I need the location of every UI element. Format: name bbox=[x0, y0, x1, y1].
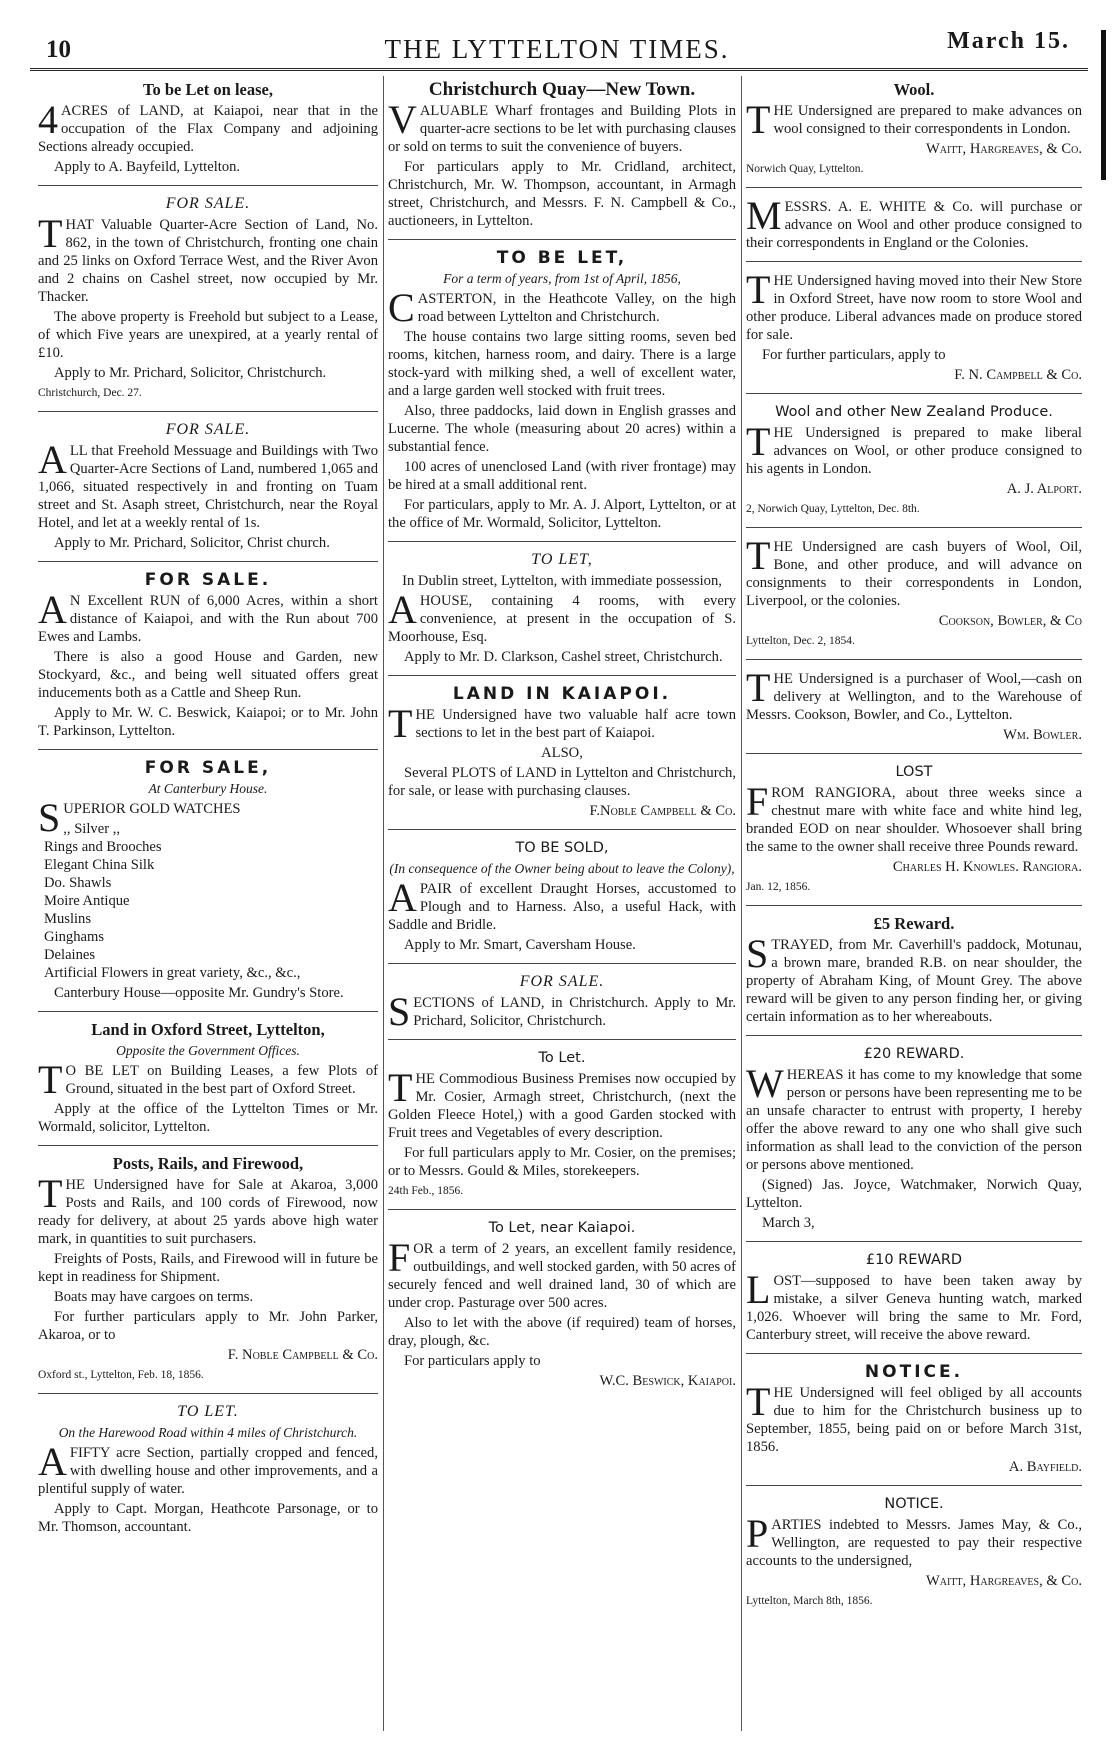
ad-paragraph: For particulars apply to Mr. Cridland, architect, Christchurch, Mr. W. Thompson, accountant, in Armagh street, Christchurch, and Messrs. F. N. Campbell & Co., auctioneers, in Lyttelton. bbox=[388, 159, 736, 229]
drop-cap: 4 bbox=[38, 97, 58, 142]
ad-heading: TO LET. bbox=[177, 1403, 239, 1420]
masthead-rule bbox=[30, 68, 1088, 71]
ad-body bbox=[746, 665, 1082, 724]
drop-cap: M bbox=[746, 193, 782, 238]
page-edge-bar bbox=[1101, 30, 1106, 180]
ad-subheading: At Canterbury House. bbox=[148, 781, 268, 796]
ad-body bbox=[38, 1057, 378, 1102]
ad-heading: TO BE LET, bbox=[496, 248, 628, 268]
ad-body bbox=[38, 211, 378, 306]
ad-dateline: Lyttelton, March 8th, 1856. bbox=[746, 1595, 873, 1607]
drop-cap: P bbox=[746, 1511, 769, 1556]
ad-paragraph: The above property is Freehold but subject to a Lease, of which Five years are unexpired, at a yearly rental of £10. bbox=[38, 309, 378, 361]
ad-paragraph: 100 acres of unenclosed Land (with river frontage) may be hired at a small additional rent. bbox=[388, 459, 736, 493]
ad-heading: LAND IN KAIAPOI. bbox=[452, 684, 672, 704]
ad-first-text: HEREAS it has come to my knowledge that some person or persons have been representing me to be an unsafe character to entrust with property, I hereby offer the above reward to any one who shall give such information as shall lead to the conviction of the person or persons above mentioned. bbox=[746, 1067, 1082, 1173]
column-divider bbox=[741, 76, 742, 1731]
ad-signature: F. Noble Campbell & Co. bbox=[227, 1347, 378, 1363]
ad-heading: TO LET, bbox=[531, 551, 593, 568]
ad-dateline: Norwich Quay, Lyttelton. bbox=[746, 163, 864, 175]
drop-cap: T bbox=[388, 701, 413, 746]
ad-heading: FOR SALE. bbox=[165, 421, 251, 438]
ad-heading: FOR SALE. bbox=[519, 973, 605, 990]
ad-heading: £20 REWARD. bbox=[863, 1046, 965, 1062]
ad-body bbox=[38, 1439, 378, 1498]
advertisement bbox=[388, 244, 736, 542]
list-item: Ginghams bbox=[44, 929, 104, 945]
advertisement bbox=[746, 532, 1082, 660]
ad-signature: Waitt, Hargreaves, & Co. bbox=[926, 141, 1082, 157]
ad-first-text: N Excellent RUN of 6,000 Acres, within a short distance of Kaiapoi, and with the Run about 700 Ewes and Lambs. bbox=[38, 593, 378, 645]
ad-first-text: ARTIES indebted to Messrs. James May, & Co., Wellington, are requested to pay their respective accounts to the undersigned, bbox=[746, 1517, 1082, 1569]
advertisement bbox=[746, 1358, 1082, 1486]
ad-first-text: HE Undersigned have for Sale at Akaroa, 3,000 Posts and Rails, and 100 cords of Firewood, now ready for delivery, at about 25 yards above high water mark, in quantities to suit purchasers. bbox=[38, 1177, 378, 1247]
ad-heading: Wool. bbox=[893, 80, 935, 99]
ad-body bbox=[746, 1061, 1082, 1174]
advertisement bbox=[746, 266, 1082, 394]
masthead bbox=[30, 22, 1084, 68]
advertisement bbox=[38, 1398, 378, 1545]
page-number: 10 bbox=[46, 36, 71, 63]
drop-cap: A bbox=[388, 875, 417, 920]
drop-cap: T bbox=[38, 1171, 63, 1216]
ad-paragraph: Apply to Mr. Prichard, Solicitor, Christ church. bbox=[54, 535, 330, 551]
ad-paragraph: For particulars apply to bbox=[404, 1353, 541, 1369]
advertisement bbox=[38, 1016, 378, 1146]
ad-body bbox=[746, 533, 1082, 610]
ad-signature: Cookson, Bowler, & Co bbox=[938, 613, 1082, 629]
ad-subheading: Opposite the Government Offices. bbox=[116, 1043, 300, 1058]
advertisement bbox=[746, 758, 1082, 906]
ad-first-text: ECTIONS of LAND, in Christchurch. Apply to Mr. Prichard, Solicitor, Christchurch. bbox=[413, 995, 736, 1029]
ad-paragraph: Also, three paddocks, laid down in English grasses and Lucerne. The whole (measuring about 20 acres) within a substantial fence. bbox=[388, 403, 736, 455]
drop-cap: S bbox=[746, 931, 769, 976]
newspaper-title: THE LYTTELTON TIMES. bbox=[384, 34, 730, 64]
ad-body bbox=[746, 1267, 1082, 1344]
ad-body bbox=[38, 1171, 378, 1248]
ad-first-text: O BE LET on Building Leases, a few Plots of Ground, situated in the best part of Oxford Street. bbox=[65, 1063, 378, 1097]
ad-heading: FOR SALE. bbox=[165, 195, 251, 212]
drop-cap: V bbox=[388, 97, 417, 142]
advertisement bbox=[746, 664, 1082, 754]
ad-first-text: UPERIOR GOLD WATCHES bbox=[63, 801, 241, 817]
ad-signature: Charles H. Knowles. Rangiora. bbox=[892, 859, 1082, 875]
ad-body bbox=[388, 701, 736, 746]
drop-cap: A bbox=[38, 437, 67, 482]
ad-paragraph: Apply to Mr. D. Clarkson, Cashel street, Christchurch. bbox=[404, 649, 723, 665]
ad-first-text: OR a term of 2 years, an excellent family residence, outbuildings, and well stocked garden, with 50 acres of securely fenced and well drained land, 30 of which are under crop. Pasturage over 500 acres. bbox=[388, 1241, 736, 1311]
drop-cap: A bbox=[388, 587, 417, 632]
ad-dateline: 24th Feb., 1856. bbox=[388, 1185, 464, 1197]
ad-dateline: 2, Norwich Quay, Lyttelton, Dec. 8th. bbox=[746, 503, 920, 515]
advertisement bbox=[746, 1246, 1082, 1354]
ad-first-text: HE Undersigned having moved into their New Store in Oxford Street, have now room to store Wool and other produce. Liberal advances made on produce stored for sale. bbox=[746, 273, 1082, 343]
advertisement bbox=[38, 190, 378, 412]
drop-cap: T bbox=[746, 665, 771, 710]
advertisement bbox=[38, 754, 378, 1012]
ad-first-text: ESSRS. A. E. WHITE & Co. will purchase or advance on Wool and other produce consigned to their correspondents in England or the Colonies. bbox=[746, 199, 1082, 251]
ad-first-text: HE Undersigned will feel obliged by all accounts due to him for the Christchurch business up to September, 1855, being paid on or before March 31st, 1856. bbox=[746, 1385, 1082, 1455]
ad-first-text: LL that Freehold Messuage and Buildings with Two Quarter-Acre Sections of Land, numbered 1,065 and 1,066, situated respectively in and fronting on Tuam street and St. Asaph street, Christchurch, near the Royal Hotel, and let at a weekly rental of 1s. bbox=[38, 443, 378, 531]
ad-paragraph: Canterbury House—opposite Mr. Gundry's Store. bbox=[54, 985, 344, 1001]
ad-paragraph: For particulars, apply to Mr. A. J. Alport, Lyttelton, or at the office of Mr. Wormald, Solicitor, Lyttelton. bbox=[388, 497, 736, 531]
ad-paragraph: Apply to Mr. W. C. Beswick, Kaiapoi; or to Mr. John T. Parkinson, Lyttelton. bbox=[38, 705, 378, 739]
ad-heading: TO BE SOLD, bbox=[515, 840, 609, 856]
ad-paragraph: Apply to Mr. Smart, Caversham House. bbox=[404, 937, 636, 953]
ad-heading: FOR SALE, bbox=[144, 758, 272, 778]
drop-cap: A bbox=[38, 587, 67, 632]
drop-cap: A bbox=[38, 1439, 67, 1484]
drop-cap: T bbox=[38, 1057, 63, 1102]
ad-body bbox=[388, 97, 736, 156]
ad-body bbox=[388, 1065, 736, 1142]
ad-dateline: Oxford st., Lyttelton, Feb. 18, 1856. bbox=[38, 1369, 204, 1381]
ad-paragraph: March 3, bbox=[762, 1215, 815, 1231]
ad-first-text: HE Undersigned are prepared to make advances on wool consigned to their correspondents in London. bbox=[773, 103, 1082, 137]
advertisement bbox=[746, 192, 1082, 262]
ad-first-text: HAT Valuable Quarter-Acre Section of Land, No. 862, in the town of Christchurch, fronting one chain and 25 links on Oxford Terrace West, and the River Avon and 2 chains on Cashel street, now occupied by Mr. Thacker. bbox=[38, 217, 378, 305]
drop-cap: T bbox=[746, 97, 771, 142]
drop-cap: L bbox=[746, 1267, 771, 1312]
ad-first-text: TRAYED, from Mr. Caverhill's paddock, Motunau, a brown mare, branded R.B. on near shoulder, the property of Abraham King, of Mount Grey. The above reward will be given to any person finding her, or giving certain information as to her whereabouts. bbox=[746, 937, 1082, 1025]
ad-body bbox=[38, 437, 378, 532]
issue-date: March 15. bbox=[947, 28, 1070, 54]
ad-paragraph: (Signed) Jas. Joyce, Watchmaker, Norwich Quay, Lyttelton. bbox=[746, 1177, 1082, 1211]
goods-list bbox=[38, 820, 378, 982]
ad-subheading: (In consequence of the Owner being about to leave the Colony), bbox=[389, 861, 735, 876]
advertisement bbox=[38, 416, 378, 562]
ad-paragraph: There is also a good House and Garden, new Stockyard, &c., and being well situated offers great inducements both as a Cattle and Sheep Run. bbox=[38, 649, 378, 701]
ad-signature: Wm. Bowler. bbox=[1003, 727, 1082, 743]
ad-signature: A. Bayfield. bbox=[1008, 1459, 1082, 1475]
ad-paragraph: Apply at the office of the Lyttelton Times or Mr. Wormald, solicitor, Lyttelton. bbox=[38, 1101, 378, 1135]
ad-first-text: PAIR of excellent Draught Horses, accustomed to Plough and to Harness. Also, a useful Hack, with Saddle and Bridle. bbox=[388, 881, 736, 933]
drop-cap: F bbox=[388, 1235, 411, 1280]
ad-first-text: ROM RANGIORA, about three weeks since a chestnut mare with white face and white hind leg, branded EOD on near shoulder. Whosoever shall bring the same to the owner shall receive three Pounds reward. bbox=[746, 785, 1082, 855]
drop-cap: W bbox=[746, 1061, 784, 1106]
drop-cap: T bbox=[746, 419, 771, 464]
list-item: Muslins bbox=[44, 911, 92, 927]
ad-body bbox=[746, 931, 1082, 1026]
ad-body bbox=[746, 419, 1082, 478]
ad-subheading: On the Harewood Road within 4 miles of Christchurch. bbox=[58, 1425, 358, 1440]
ad-body bbox=[38, 587, 378, 646]
advertisement bbox=[388, 546, 736, 676]
ad-heading: Wool and other New Zealand Produce. bbox=[775, 404, 1053, 420]
ad-signature: F. N. Campbell & Co. bbox=[954, 367, 1082, 383]
list-item: Do. Shawls bbox=[44, 875, 112, 891]
ad-body bbox=[746, 193, 1082, 252]
ad-body bbox=[388, 989, 736, 1034]
drop-cap: T bbox=[746, 533, 771, 578]
drop-cap: F bbox=[746, 779, 769, 824]
advertisement bbox=[38, 566, 378, 750]
ad-heading: To Let. bbox=[538, 1050, 586, 1066]
advertisement bbox=[388, 1214, 736, 1399]
column-divider bbox=[383, 76, 384, 1731]
ad-signature: Waitt, Hargreaves, & Co. bbox=[926, 1573, 1082, 1589]
ad-first-text: HE Undersigned have two valuable half acre town sections to let in the best part of Kaiapoi. bbox=[415, 707, 736, 741]
ad-heading: NOTICE. bbox=[864, 1362, 964, 1382]
ad-signature: W.C. Beswick, Kaiapoi. bbox=[599, 1373, 736, 1389]
ad-intro: In Dublin street, Lyttelton, with immediate possession, bbox=[402, 573, 722, 589]
advertisement bbox=[746, 1490, 1082, 1619]
drop-cap: T bbox=[746, 1379, 771, 1424]
drop-cap: S bbox=[38, 795, 61, 840]
ad-paragraph: For full particulars apply to Mr. Cosier, on the premises; or to Messrs. Gould & Miles, storekeepers. bbox=[388, 1145, 736, 1179]
drop-cap: T bbox=[746, 267, 771, 312]
drop-cap: S bbox=[388, 989, 411, 1034]
advertisement bbox=[388, 1044, 736, 1210]
advertisement bbox=[746, 398, 1082, 528]
column-1 bbox=[38, 76, 378, 1549]
ad-body bbox=[746, 97, 1082, 142]
list-item: ,, Silver ,, bbox=[63, 821, 121, 837]
ad-body bbox=[746, 1511, 1082, 1570]
advertisement bbox=[388, 968, 736, 1040]
ad-heading: £10 REWARD bbox=[865, 1252, 963, 1268]
ad-subheading: For a term of years, from 1st of April, 1856, bbox=[443, 271, 681, 286]
ad-dateline: Lyttelton, Dec. 2, 1854. bbox=[746, 635, 855, 647]
ad-heading: NOTICE. bbox=[884, 1496, 944, 1512]
ad-body bbox=[388, 587, 736, 646]
ad-body bbox=[388, 285, 736, 330]
column-2 bbox=[388, 76, 736, 1403]
ad-paragraph: ALSO, bbox=[541, 745, 583, 761]
advertisement bbox=[746, 76, 1082, 188]
drop-cap: C bbox=[388, 285, 415, 330]
column-3 bbox=[746, 76, 1082, 1623]
ad-paragraph: Also to let with the above (if required) team of horses, dray, plough, &c. bbox=[388, 1315, 736, 1349]
ad-paragraph: Apply to Capt. Morgan, Heathcote Parsonage, or to Mr. Thomson, accountant. bbox=[38, 1501, 378, 1535]
ad-paragraph: Several PLOTS of LAND in Lyttelton and Christchurch, for sale, or lease with purchasing clauses. bbox=[388, 765, 736, 799]
drop-cap: T bbox=[388, 1065, 413, 1110]
ad-first-text: HE Undersigned are cash buyers of Wool, Oil, Bone, and other produce, and will advance on consignments to their correspondents in London, Liverpool, or the colonies. bbox=[746, 539, 1082, 609]
advertisement bbox=[746, 1040, 1082, 1242]
ad-first-text: ACRES of LAND, at Kaiapoi, near that in the occupation of the Flax Company and adjoining Sections already occupied. bbox=[38, 103, 378, 155]
ad-dateline: Jan. 12, 1856. bbox=[746, 881, 811, 893]
ad-paragraph: Apply to Mr. Prichard, Solicitor, Christchurch. bbox=[54, 365, 327, 381]
ad-first-text: HE Undersigned is a purchaser of Wool,—cash on delivery at Wellington, and to the Warehouse of Messrs. Cookson, Bowler, and Co., Lyttelton. bbox=[746, 671, 1082, 723]
advertisement bbox=[746, 910, 1082, 1036]
ad-heading: £5 Reward. bbox=[873, 914, 955, 933]
ad-paragraph: Boats may have cargoes on terms. bbox=[54, 1289, 254, 1305]
advertisement bbox=[38, 76, 378, 186]
ad-body bbox=[388, 875, 736, 934]
advertisement bbox=[38, 1150, 378, 1394]
ad-body bbox=[746, 779, 1082, 856]
list-item: Moire Antique bbox=[44, 893, 130, 909]
list-item: Rings and Brooches bbox=[44, 839, 162, 855]
ad-dateline: Christchurch, Dec. 27. bbox=[38, 387, 142, 399]
list-item: Elegant China Silk bbox=[44, 857, 155, 873]
ad-body bbox=[746, 1379, 1082, 1456]
ad-paragraph: For further particulars apply to Mr. John Parker, Akaroa, or to bbox=[38, 1309, 378, 1343]
drop-cap: T bbox=[38, 211, 63, 256]
ad-first-text: FIFTY acre Section, partially cropped and fenced, with dwelling house and other improvements, and a plentiful supply of water. bbox=[38, 1445, 378, 1497]
ad-paragraph: The house contains two large sitting rooms, seven bed rooms, kitchen, harness room, and dairy. There is a large stock-yard with milking shed, a well of excellent water, and a large garden well stocked with fruit trees. bbox=[388, 329, 736, 399]
ad-signature: A. J. Alport. bbox=[1006, 481, 1082, 497]
ad-body bbox=[388, 1235, 736, 1312]
advertisement bbox=[388, 680, 736, 830]
list-item: Delaines bbox=[44, 947, 96, 963]
ad-heading: Christchurch Quay—New Town. bbox=[428, 79, 696, 100]
ad-first-text: HE Commodious Business Premises now occupied by Mr. Cosier, Armagh street, Christchurch, (next the Golden Fleece Hotel,) with a good Garden stocked with Fruit trees and Vegetables of every description. bbox=[388, 1071, 736, 1141]
ad-heading: FOR SALE. bbox=[144, 570, 272, 590]
list-item: Artificial Flowers in great variety, &c., &c., bbox=[44, 965, 301, 981]
ad-heading: LOST bbox=[895, 764, 933, 780]
ad-first-text: HOUSE, containing 4 rooms, with every convenience, at present in the occupation of S. Moorhouse, Esq. bbox=[388, 593, 736, 645]
ad-heading: To Let, near Kaiapoi. bbox=[488, 1220, 636, 1236]
ad-paragraph: For further particulars, apply to bbox=[762, 347, 946, 363]
advertisement bbox=[388, 76, 736, 240]
advertisement bbox=[388, 834, 736, 964]
ad-heading: To be Let on lease, bbox=[142, 80, 274, 99]
ad-body bbox=[38, 97, 378, 156]
ad-heading: Posts, Rails, and Firewood, bbox=[112, 1154, 304, 1173]
ad-first-text: ASTERTON, in the Heathcote Valley, on the high road between Lyttelton and Christchurch. bbox=[417, 291, 736, 325]
ad-body bbox=[746, 267, 1082, 344]
ad-heading: Land in Oxford Street, Lyttelton, bbox=[91, 1020, 325, 1039]
ad-first-text: HE Undersigned is prepared to make liberal advances on Wool, or other produce consigned to his agents in London. bbox=[746, 425, 1082, 477]
ad-first-text: OST—supposed to have been taken away by mistake, a silver Geneva hunting watch, marked 1,026. Whoever will bring the same to Mr. Ford, Canterbury street, will receive the above reward. bbox=[746, 1273, 1082, 1343]
ad-paragraph: Apply to A. Bayfeild, Lyttelton. bbox=[54, 159, 241, 175]
ad-paragraph: Freights of Posts, Rails, and Firewood will in future be kept in readiness for Shipment. bbox=[38, 1251, 378, 1285]
ad-first-text: ALUABLE Wharf frontages and Building Plots in quarter-acre sections to be let with purchasing clauses or sold on terms to suit the convenience of buyers. bbox=[388, 103, 736, 155]
ad-signature: F.Noble Campbell & Co. bbox=[589, 803, 736, 819]
